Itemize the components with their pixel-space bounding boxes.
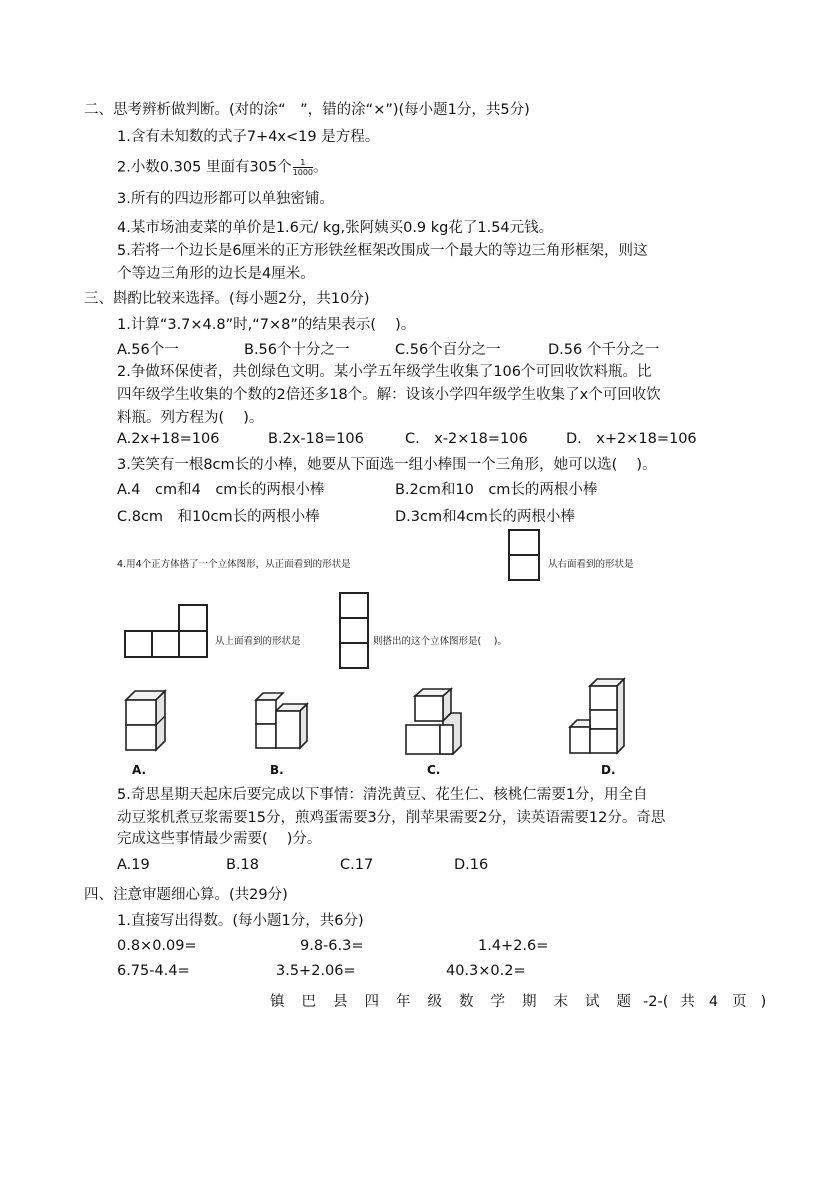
choice-q4-text-question: 则搭出的这个立体图形是( )。 — [373, 636, 507, 647]
choice-q2-option-c: C. x-2×18=106 — [405, 431, 528, 447]
choice-q5-line2: 动豆浆机煮豆浆需要15分，煎鸡蛋需要3分，削苹果需要2分，读英语需要12分。奇思 — [117, 810, 666, 826]
choice-q2-option-d: D. x+2×18=106 — [566, 431, 697, 447]
footer-char: 巴 — [301, 994, 316, 1010]
judge-q4: 4.某市场油麦菜的单价是1.6元/ kg,张阿姨买0.9 kg花了1.54元钱。 — [117, 220, 554, 236]
choice-q5-option-d: D.16 — [454, 857, 489, 873]
right-view-figure — [338, 592, 372, 672]
option-c-cube-figure — [405, 688, 467, 760]
choice-q4-text-top: 从上面看到的形状是 — [215, 636, 301, 647]
footer-char: 四 — [364, 994, 379, 1010]
judge-q5-line1: 5.若将一个边长是6厘米的正方形铁丝框架改围成一个最大的等边三角形框架，则这 — [117, 243, 648, 259]
option-a-cube-figure — [125, 690, 175, 760]
footer-char: 级 — [427, 994, 442, 1010]
choice-q5-option-b: B.18 — [226, 857, 260, 873]
judge-q2-suffix: 。 — [313, 159, 328, 176]
footer-char: 期 — [522, 994, 537, 1010]
choice-q4-text-front: 4.用4个正方体搭了一个立体图形，从正面看到的形状是 — [117, 559, 351, 570]
choice-q5-option-c: C.17 — [340, 857, 374, 873]
page-footer — [270, 990, 766, 1011]
footer-char: 末 — [553, 994, 568, 1010]
calc-r2-c2: 3.5+2.06= — [276, 963, 356, 979]
footer-char: 4 — [708, 994, 719, 1010]
section-3-title: 三、斟酌比较来选择。(每小题2分，共10分) — [84, 291, 370, 307]
section-4-title: 四、注意审题细心算。(共29分) — [84, 887, 288, 903]
option-a-label: A. — [132, 763, 147, 777]
choice-q2-line3: 料瓶。列方程为( )。 — [117, 410, 264, 426]
choice-q2-line1: 2.争做环保使者，共创绿色文明。某小学五年级学生收集了106个可回收饮料瓶。比 — [117, 364, 652, 380]
footer-char: 学 — [490, 994, 505, 1010]
calc-r1-c2: 9.8-6.3= — [300, 938, 364, 954]
footer-char: 题 — [616, 994, 631, 1010]
front-view-figure — [508, 529, 542, 583]
choice-q2-option-a: A.2x+18=106 — [117, 431, 220, 447]
footer-char: 试 — [585, 994, 600, 1010]
judge-q3: 3.所有的四边形都可以单独密铺。 — [117, 191, 334, 207]
choice-q2-option-b: B.2x-18=106 — [268, 431, 364, 447]
section-2-title: 二、思考辨析做判断。(对的涂“ ”，错的涂“×”)(每小题1分，共5分) — [84, 102, 530, 118]
choice-q5-line1: 5.奇思星期天起床后要完成以下事情：清洗黄豆、花生仁、核桃仁需要1分，用全自 — [117, 787, 648, 803]
choice-q3-option-a: A.4 cm和4 cm长的两根小棒 — [117, 482, 325, 498]
choice-q1-option-c: C.56个百分之一 — [395, 342, 501, 358]
footer-char: 镇 — [270, 994, 285, 1010]
choice-q1: 1.计算“3.7×4.8”时,“7×8”的结果表示( )。 — [117, 317, 416, 333]
footer-char: 共 — [680, 994, 695, 1010]
judge-q5-line2: 个等边三角形的边长是4厘米。 — [117, 266, 315, 282]
fraction-denominator: 1000 — [292, 168, 313, 177]
choice-q1-option-d: D.56 个千分之一 — [548, 342, 660, 358]
choice-q5-line3: 完成这些事情最少需要( )分。 — [117, 831, 322, 847]
choice-q5-option-a: A.19 — [117, 857, 150, 873]
choice-q1-option-b: B.56个十分之一 — [244, 342, 350, 358]
calc-r2-c1: 6.75-4.4= — [117, 963, 190, 979]
choice-q3-option-c: C.8cm 和10cm长的两根小棒 — [117, 509, 320, 525]
fraction-numerator: 1 — [293, 158, 313, 168]
fraction-one-thousandth — [293, 158, 313, 177]
judge-q1: 1.含有未知数的式子7+4x<19 是方程。 — [117, 129, 380, 145]
choice-q4-text-right: 从右面看到的形状是 — [548, 559, 634, 570]
top-view-figure — [124, 604, 214, 660]
judge-q2 — [117, 158, 328, 177]
footer-char: ) — [760, 994, 767, 1010]
option-d-label: D. — [601, 763, 616, 777]
option-b-cube-figure — [255, 692, 315, 760]
calc-q1-title: 1.直接写出得数。(每小题1分，共6分) — [117, 913, 364, 929]
footer-char: 数 — [459, 994, 474, 1010]
calc-r1-c1: 0.8×0.09= — [117, 938, 197, 954]
footer-char: 页 — [732, 994, 747, 1010]
choice-q3: 3.笑笑有一根8cm长的小棒，她要从下面选一组小棒围一个三角形，她可以选( )。 — [117, 457, 657, 473]
choice-q2-line2: 四年级学生收集的个数的2倍还多18个。解：设该小学四年级学生收集了x个可回收饮 — [117, 387, 661, 403]
footer-char: 年 — [396, 994, 411, 1010]
choice-q3-option-b: B.2cm和10 cm长的两根小棒 — [395, 482, 598, 498]
choice-q3-option-d: D.3cm和4cm长的两根小棒 — [395, 509, 575, 525]
choice-q1-option-a: A.56个一 — [117, 342, 179, 358]
footer-page-number: -2-( — [643, 994, 669, 1010]
footer-char: 县 — [333, 994, 348, 1010]
option-c-label: C. — [427, 763, 441, 777]
judge-q2-text: 2.小数0.305 里面有305个 — [117, 159, 292, 176]
calc-r2-c3: 40.3×0.2= — [446, 963, 526, 979]
option-b-label: B. — [270, 763, 284, 777]
calc-r1-c3: 1.4+2.6= — [478, 938, 549, 954]
option-d-cube-figure — [568, 678, 630, 760]
